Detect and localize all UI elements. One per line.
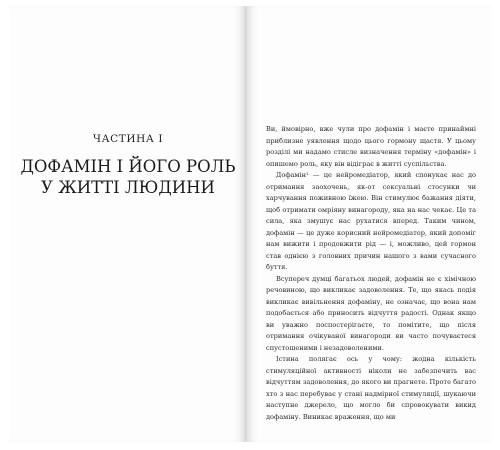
chapter-title [10,156,246,198]
chapter-title-line-1: ДОФАМІН І ЙОГО РОЛЬ [20,157,236,176]
part-label: ЧАСТИНА І [92,133,164,145]
paragraph: Всупереч думці багатьох людей, дофамін не є хімічною речовиною, що викликає задоволення. Те, що якась подія викликає вивільнення дофаміну, не означає, що вона нам подобається або приносить відчуття радості. Однак якщо ви уважно поспостерігаєте, то помітите, що після отримання очікуваної винагороди ви часто почуваєтеся спустошеними і незадоволеними. [266,274,476,352]
body-text [266,124,476,423]
chapter-title-line-2: У ЖИТТІ ЛЮДИНИ [41,178,215,197]
chapter-heading-block [10,6,246,442]
paragraph: Істина полягає ось у чому: жодна кількість стимуляційної активності ніколи не забезпечить вас відчуттям задоволення, до якого ви прагнете. Проте багато хто з нас перебуває у стані надмірної стимуляції, шукаючи наступне джерело, що могло би спровокувати викид дофаміну. Виникає враження, що ми [266,355,476,421]
paragraph: Дофамін¹ — це нейромедіатор, який спонукає нас до отримання заохочень, як-от сексуальні стосунки чи харчування поживною їжею. Він стимулює бажання діяти, щоб отримати омріяну винагороду, яка на нас чекає. Це та сила, яка змушує нас рухатися вперед. Таким чином, дофамін — це дуже корисний нейромедіатор, який допоміг нам вижити і продовжити рід — і, можливо, цей гормон став однією з головних причин нашого з вами сучасного буття. [266,171,476,272]
paragraph: Ви, ймовірно, вже чули про дофамін і маєте принаймні приблизне уявлення щодо цього гормону щастя. У цьому розділі ми надамо стисле визначення терміну «дофамін» і опишемо роль, яку він відіграє в житті суспільства. [266,125,476,168]
